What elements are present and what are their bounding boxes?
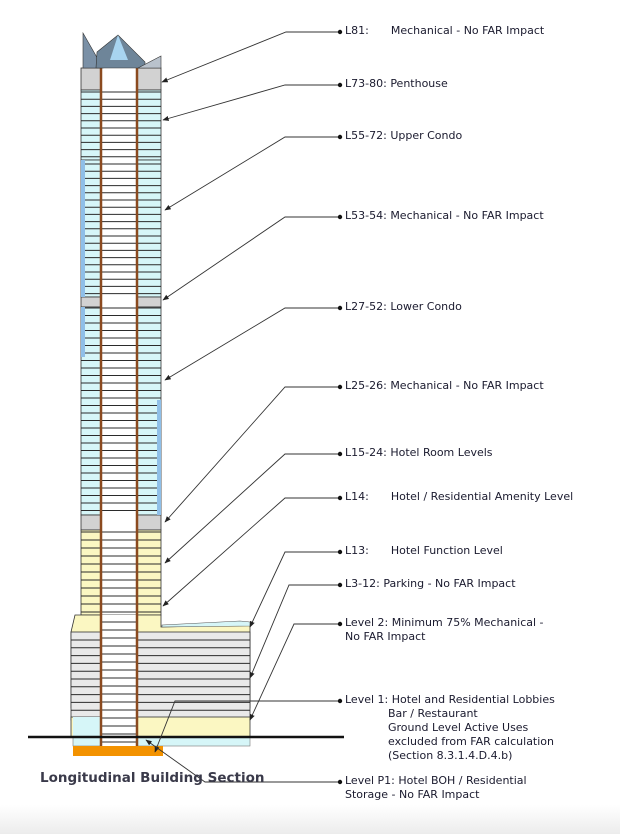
- callout-line: [345, 24, 544, 38]
- callout-item: [345, 446, 493, 460]
- callout-description: Hotel Room Levels: [390, 446, 493, 459]
- callout-description: Lower Condo: [390, 300, 462, 313]
- callout-description-cont: No FAR Impact: [345, 630, 426, 643]
- lobby-glass: [73, 717, 103, 737]
- callout-level-code: Level 2:: [345, 616, 389, 629]
- callout-line: [345, 446, 493, 460]
- callout-line: [345, 129, 462, 143]
- leader-dot: [338, 699, 342, 703]
- facade-strip: [157, 400, 161, 515]
- callout-description: Mechanical - No FAR Impact: [390, 209, 544, 222]
- callout-line: [345, 209, 544, 223]
- callout-line: [345, 693, 555, 707]
- leader-dot: [338, 135, 342, 139]
- callout-description: Hotel and Residential Lobbies: [391, 693, 555, 706]
- callout-item: [345, 300, 462, 314]
- zone-level-p1: [73, 737, 250, 746]
- leader-dot: [338, 83, 342, 87]
- leader-dot: [338, 496, 342, 500]
- leader-line: [165, 387, 340, 522]
- callout-level-code: L14:: [345, 490, 369, 503]
- callout-description: Penthouse: [390, 77, 448, 90]
- callout-level-code: L15-24:: [345, 446, 387, 459]
- leader-dot: [338, 452, 342, 456]
- leader-dot: [338, 306, 342, 310]
- leader-dot: [338, 550, 342, 554]
- callout-description-cont: Storage - No FAR Impact: [345, 788, 480, 801]
- leader-line: [250, 624, 340, 720]
- callout-description: Hotel BOH / Residential: [398, 774, 527, 787]
- callout-description: Hotel / Residential Amenity Level: [390, 490, 574, 503]
- callout-level-code: L81:: [345, 24, 369, 37]
- callout-level-code: L53-54:: [345, 209, 387, 222]
- leader-dot: [338, 30, 342, 34]
- callout-line: [345, 490, 573, 504]
- callout-description: Upper Condo: [390, 129, 463, 142]
- callout-level-code: L13:: [345, 544, 369, 557]
- callout-level-code: L3-12:: [345, 577, 380, 590]
- callout-description: Mechanical - No FAR Impact: [390, 379, 544, 392]
- callout-item: [345, 774, 527, 802]
- leader-line: [162, 32, 340, 82]
- callout-description: Minimum 75% Mechanical -: [391, 616, 544, 629]
- tower-section: [28, 33, 344, 756]
- foundation: [73, 746, 163, 756]
- callout-line: [345, 300, 462, 314]
- leader-dot: [338, 780, 342, 784]
- leader-line: [163, 217, 340, 300]
- callout-line: [345, 544, 503, 558]
- callout-item: [345, 490, 573, 504]
- callout-level-code: Level 1:: [345, 693, 389, 706]
- callout-description-cont: excluded from FAR calculation: [388, 735, 555, 748]
- leader-line: [163, 85, 340, 120]
- callout-item: [345, 379, 544, 393]
- callout-description: Hotel Function Level: [390, 544, 503, 557]
- callout-level-code: L73-80:: [345, 77, 387, 90]
- callout-line: [345, 379, 544, 393]
- leader-dot: [338, 622, 342, 626]
- leader-line: [165, 308, 340, 380]
- zone-parking: [71, 632, 250, 720]
- diagram-caption: Longitudinal Building Section: [40, 770, 265, 786]
- facade-strip: [81, 160, 85, 297]
- callout-line: [345, 77, 448, 91]
- callout-description: Mechanical - No FAR Impact: [390, 24, 545, 37]
- callout-line: [345, 774, 527, 788]
- callout-description-cont: (Section 8.3.1.4.D.4.b): [388, 749, 513, 762]
- callout-line: [345, 616, 544, 630]
- leader-line: [165, 137, 340, 210]
- callout-item: [345, 616, 544, 644]
- callout-level-code: L27-52:: [345, 300, 387, 313]
- leader-line: [250, 552, 340, 627]
- callout-item: [345, 577, 516, 591]
- callout-level-code: L25-26:: [345, 379, 387, 392]
- facade-strip: [81, 307, 85, 357]
- callout-description: Parking - No FAR Impact: [383, 577, 516, 590]
- callout-item: [345, 209, 544, 223]
- leader-dot: [338, 215, 342, 219]
- callout-item: [345, 129, 462, 143]
- callout-level-code: L55-72:: [345, 129, 387, 142]
- leader-line: [165, 454, 340, 563]
- leader-dot: [338, 385, 342, 389]
- callout-item: [345, 544, 503, 558]
- callout-item: [345, 24, 544, 38]
- callout-item: [345, 77, 448, 91]
- callout-line: [345, 577, 516, 591]
- podium-roof-skylight: [162, 621, 250, 627]
- callout-level-code: Level P1:: [345, 774, 395, 787]
- callout-description-cont: Bar / Restaurant: [388, 707, 478, 720]
- callout-item: [345, 693, 555, 763]
- leader-dot: [338, 583, 342, 587]
- callout-description-cont: Ground Level Active Uses: [388, 721, 529, 734]
